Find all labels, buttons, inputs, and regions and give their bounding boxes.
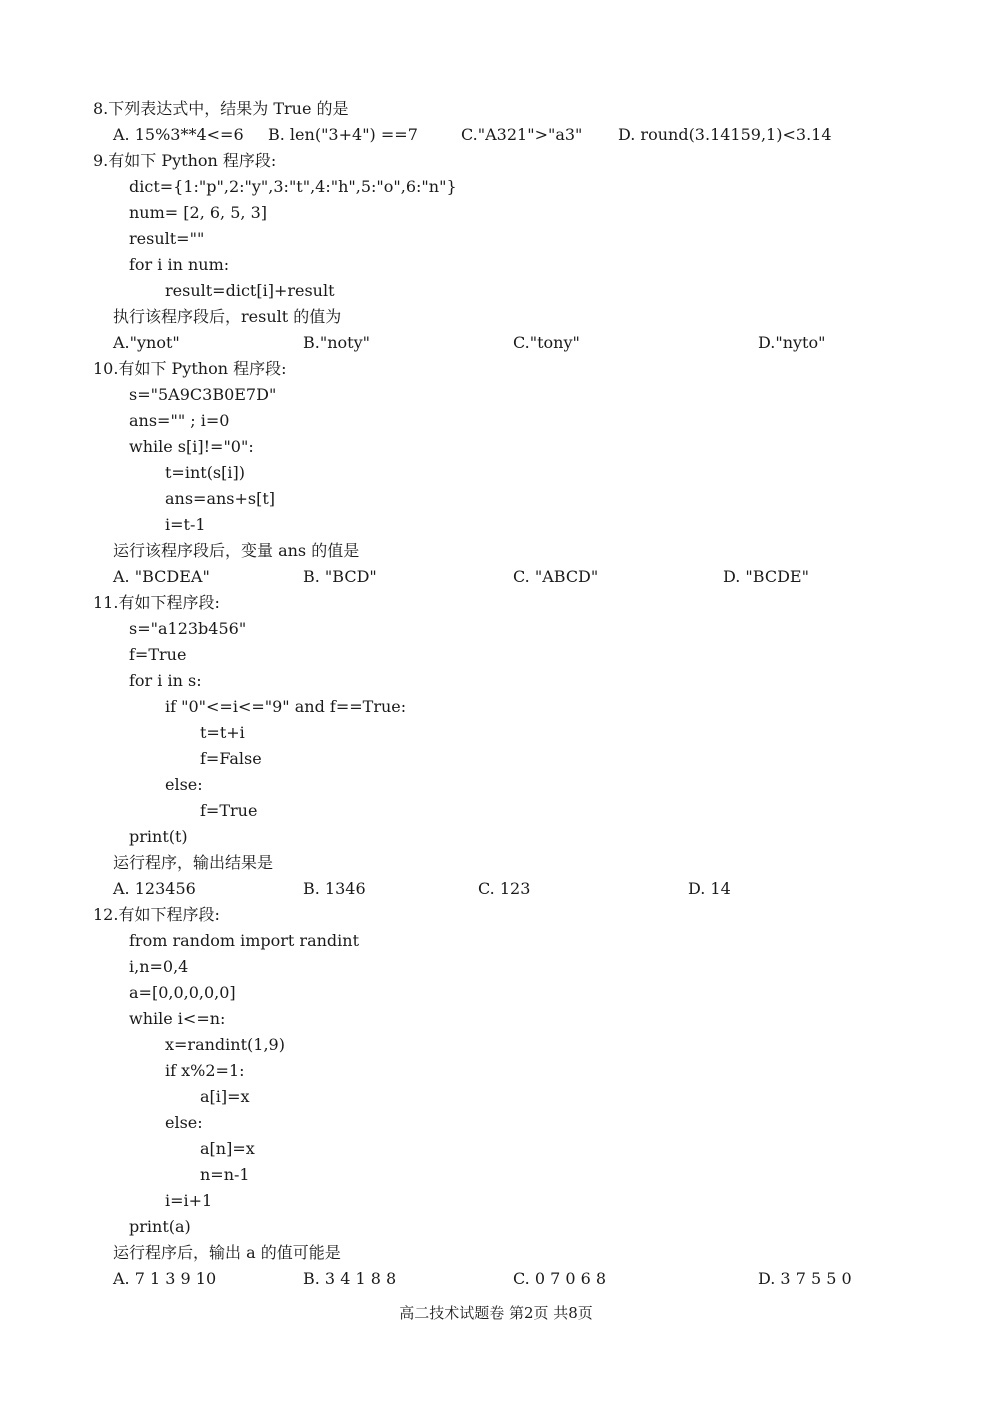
code-line: i=t-1 bbox=[165, 515, 206, 534]
q10-prompt: 运行该程序段后，变量 ans 的值是 bbox=[113, 541, 360, 560]
q9-option-b: B."noty" bbox=[303, 333, 370, 352]
q12-option-d: D. 3 7 5 5 0 bbox=[758, 1269, 852, 1288]
q11-option-c: C. 123 bbox=[478, 879, 531, 898]
code-line: else: bbox=[165, 1113, 203, 1132]
q11-option-a: A. 123456 bbox=[113, 879, 196, 898]
code-line: dict={1:"p",2:"y",3:"t",4:"h",5:"o",6:"n"} bbox=[129, 177, 457, 196]
q12-option-a: A. 7 1 3 9 10 bbox=[113, 1269, 217, 1288]
q10-option-a: A. "BCDEA" bbox=[113, 567, 210, 586]
code-line: num= [2, 6, 5, 3] bbox=[129, 203, 267, 222]
code-line: while i<=n: bbox=[129, 1009, 226, 1028]
code-line: else: bbox=[165, 775, 203, 794]
code-line: print(a) bbox=[129, 1217, 191, 1236]
q12-stem: 12.有如下程序段: bbox=[93, 905, 220, 924]
q12-prompt: 运行程序后，输出 a 的值可能是 bbox=[113, 1243, 341, 1262]
q8-stem: 8.下列表达式中，结果为 True 的是 bbox=[93, 99, 349, 118]
code-line: ans="" ; i=0 bbox=[129, 411, 230, 430]
code-line: for i in s: bbox=[129, 671, 202, 690]
code-line: t=int(s[i]) bbox=[165, 463, 245, 482]
q10-stem: 10.有如下 Python 程序段: bbox=[93, 359, 287, 378]
page-footer: 高二技术试题卷 第2页 共8页 bbox=[399, 1304, 593, 1322]
code-line: t=t+i bbox=[200, 723, 245, 742]
code-line: if "0"<=i<="9" and f==True: bbox=[165, 697, 407, 716]
code-line: a[i]=x bbox=[200, 1087, 250, 1106]
code-line: result=dict[i]+result bbox=[165, 281, 335, 300]
code-line: n=n-1 bbox=[200, 1165, 250, 1184]
q8-option-d: D. round(3.14159,1)<3.14 bbox=[618, 125, 832, 144]
code-line: f=True bbox=[200, 801, 258, 820]
code-line: if x%2=1: bbox=[165, 1061, 245, 1080]
code-line: f=False bbox=[200, 749, 262, 768]
code-line: result="" bbox=[129, 229, 205, 248]
q11-option-b: B. 1346 bbox=[303, 879, 366, 898]
code-line: ans=ans+s[t] bbox=[165, 489, 276, 508]
q9-stem: 9.有如下 Python 程序段: bbox=[93, 151, 277, 170]
q11-option-d: D. 14 bbox=[688, 879, 731, 898]
q10-option-b: B. "BCD" bbox=[303, 567, 377, 586]
code-line: print(t) bbox=[129, 827, 188, 846]
code-line: i,n=0,4 bbox=[129, 957, 189, 976]
q9-option-d: D."nyto" bbox=[758, 333, 826, 352]
code-line: a=[0,0,0,0,0] bbox=[129, 983, 236, 1002]
q10-option-c: C. "ABCD" bbox=[513, 567, 599, 586]
code-line: a[n]=x bbox=[200, 1139, 255, 1158]
q12-option-c: C. 0 7 0 6 8 bbox=[513, 1269, 607, 1288]
q10-option-d: D. "BCDE" bbox=[723, 567, 809, 586]
q12-option-b: B. 3 4 1 8 8 bbox=[303, 1269, 397, 1288]
code-line: s="a123b456" bbox=[129, 619, 247, 638]
code-line: f=True bbox=[129, 645, 187, 664]
code-line: s="5A9C3B0E7D" bbox=[129, 385, 277, 404]
q9-option-c: C."tony" bbox=[513, 333, 580, 352]
q8-option-c: C."A321">"a3" bbox=[461, 125, 583, 144]
q11-prompt: 运行程序，输出结果是 bbox=[113, 853, 274, 872]
q8-option-b: B. len("3+4") ==7 bbox=[268, 125, 418, 144]
code-line: from random import randint bbox=[129, 931, 359, 950]
q8-option-a: A. 15%3**4<=6 bbox=[113, 125, 244, 144]
code-line: for i in num: bbox=[129, 255, 230, 274]
q9-option-a: A."ynot" bbox=[113, 333, 180, 352]
code-line: i=i+1 bbox=[165, 1191, 213, 1210]
q9-prompt: 执行该程序段后，result 的值为 bbox=[113, 307, 342, 326]
code-line: while s[i]!="0": bbox=[129, 437, 254, 456]
q11-stem: 11.有如下程序段: bbox=[93, 593, 220, 612]
code-line: x=randint(1,9) bbox=[165, 1035, 285, 1054]
